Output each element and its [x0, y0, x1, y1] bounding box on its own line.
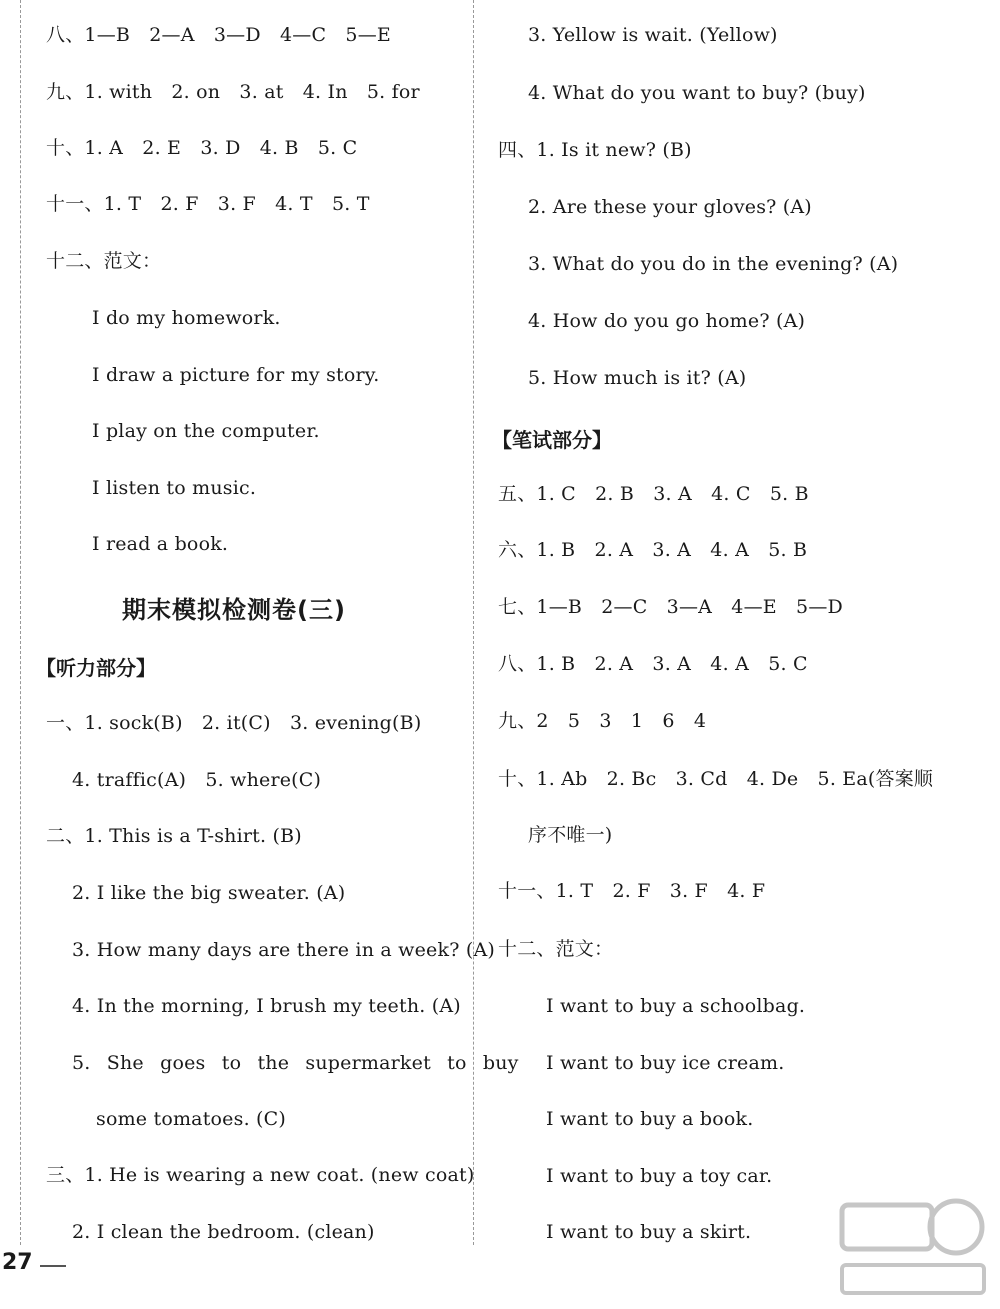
- answer-line: 3. Yellow is wait. (Yellow): [528, 24, 778, 46]
- answer-line: 十二、范文：: [498, 938, 614, 960]
- watermark-logo: [838, 1189, 988, 1299]
- answer-line: 九、2 5 3 1 6 4: [498, 710, 707, 732]
- answer-line: 4. How do you go home? (A): [528, 310, 806, 332]
- answer-line: some tomatoes. (C): [96, 1108, 287, 1130]
- answer-line: 二、1. This is a T-shirt. (B): [46, 825, 302, 847]
- essay-line: I want to buy a book.: [546, 1108, 754, 1130]
- essay-line: I read a book.: [92, 533, 229, 555]
- answer-line: 六、1. B 2. A 3. A 4. A 5. B: [498, 539, 808, 561]
- answer-line: 八、1. B 2. A 3. A 4. A 5. C: [498, 653, 808, 675]
- answer-line: 5. She goes to the supermarket to buy: [72, 1052, 519, 1074]
- essay-line: I play on the computer.: [92, 420, 320, 442]
- answer-line: 三、1. He is wearing a new coat. (new coat): [46, 1164, 475, 1186]
- answer-line: 四、1. Is it new? (B): [498, 139, 692, 161]
- answer-line: 七、1—B 2—C 3—A 4—E 5—D: [498, 596, 843, 618]
- answer-line: 2. I clean the bedroom. (clean): [72, 1221, 375, 1243]
- answer-line: 十、1. A 2. E 3. D 4. B 5. C: [46, 137, 358, 159]
- page-number-dash: [40, 1265, 66, 1267]
- answer-line: 五、1. C 2. B 3. A 4. C 5. B: [498, 483, 809, 505]
- answer-line: 4. In the morning, I brush my teeth. (A): [72, 995, 461, 1017]
- answer-line: 序不唯一): [528, 824, 613, 846]
- essay-line: I want to buy ice cream.: [546, 1052, 785, 1074]
- answer-line: 2. Are these your gloves? (A): [528, 196, 812, 218]
- answer-line: 十一、1. T 2. F 3. F 4. F: [498, 880, 766, 902]
- exam-title: 期末模拟检测卷(三): [122, 596, 346, 624]
- answer-line: 3. What do you do in the evening? (A): [528, 253, 899, 275]
- answer-line: 十一、1. T 2. F 3. F 4. T 5. T: [46, 193, 370, 215]
- answer-line: 2. I like the big sweater. (A): [72, 882, 346, 904]
- essay-line: I do my homework.: [92, 307, 281, 329]
- answer-line: 4. traffic(A) 5. where(C): [72, 769, 322, 791]
- essay-line: I draw a picture for my story.: [92, 364, 380, 386]
- answer-line: 5. How much is it? (A): [528, 367, 747, 389]
- answer-line: 3. How many days are there in a week? (A): [72, 939, 495, 961]
- page-number: 27: [2, 1250, 33, 1275]
- answer-line: 十二、范文：: [46, 250, 162, 272]
- essay-line: I want to buy a toy car.: [546, 1165, 773, 1187]
- answer-line: 十、1. Ab 2. Bc 3. Cd 4. De 5. Ea(答案顺: [498, 768, 934, 790]
- answer-line: 八、1—B 2—A 3—D 4—C 5—E: [46, 24, 391, 46]
- written-section-heading: 【笔试部分】: [492, 428, 612, 452]
- answer-line: 4. What do you want to buy? (buy): [528, 82, 866, 104]
- essay-line: I listen to music.: [92, 477, 257, 499]
- answer-line: 一、1. sock(B) 2. it(C) 3. evening(B): [46, 712, 422, 734]
- answer-line: 九、1. with 2. on 3. at 4. In 5. for: [46, 81, 420, 103]
- essay-line: I want to buy a skirt.: [546, 1221, 752, 1243]
- listening-section-heading: 【听力部分】: [36, 656, 156, 680]
- essay-line: I want to buy a schoolbag.: [546, 995, 806, 1017]
- left-margin-rule: [20, 0, 21, 1245]
